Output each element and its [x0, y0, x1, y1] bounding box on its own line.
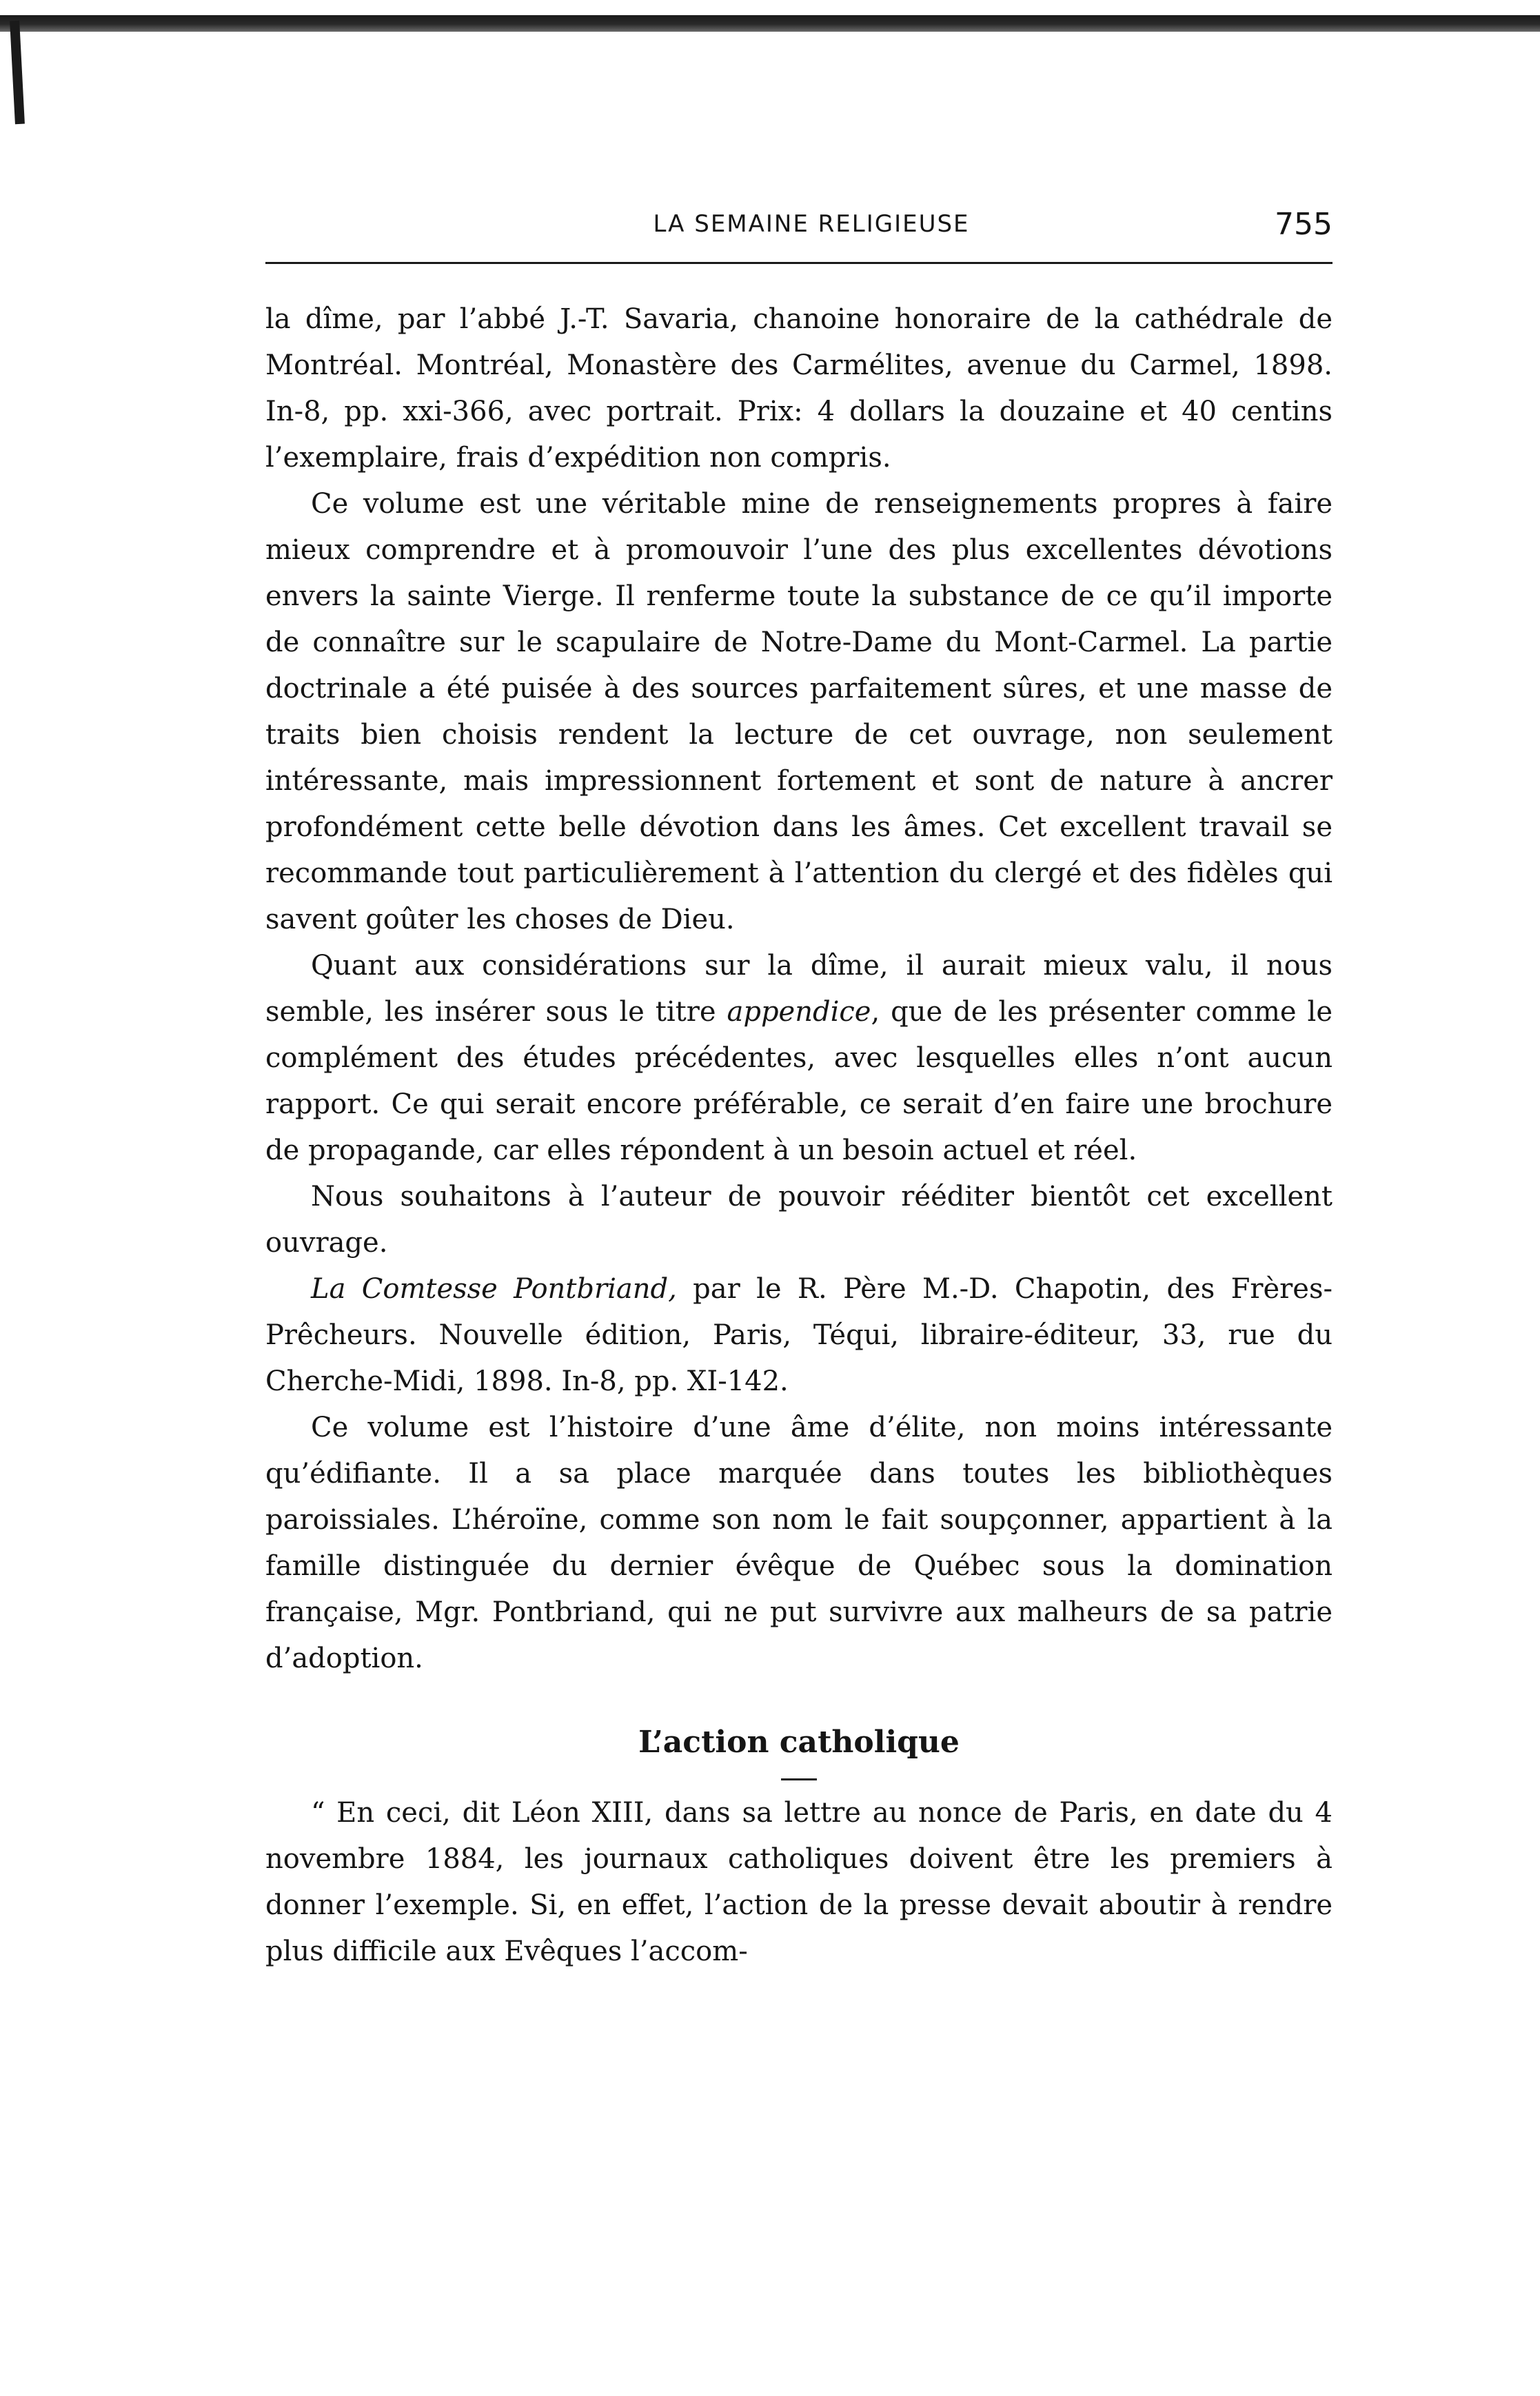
page-number: 755: [1275, 207, 1333, 242]
paragraph-continuation: la dîme, par l’abbé J.-T. Savaria, chanoine honoraire de la cathédrale de Montréal. Montréal, Monastère des Carmélites, avenue du Carmel, 1898. In-8, pp. xxi-366, avec portrait. Prix: 4 dollars la douzaine et 40 centins l’exemplaire, frais d’expédition non compris.: [265, 303, 1333, 474]
section-heading: L’action catholique: [638, 1725, 960, 1760]
running-title: LA SEMAINE RELIGIEUSE: [653, 210, 970, 238]
running-header: [265, 207, 1333, 255]
scan-edge-rule: [0, 15, 1540, 32]
section-rule: [781, 1778, 817, 1780]
paragraph-review: Ce volume est une véritable mine de renseignements propres à faire mieux comprendre et à promouvoir l’une des plus excellentes dévotions envers la sainte Vierge. Il renferme toute la substance de ce qu’il importe de connaître sur le scapulaire de Notre-Dame du Mont-Carmel. La partie doctrinale a été puisée à des sources parfaitement sûres, et une masse de traits bien choisis rendent la lecture de cet ouvrage, non seulement intéressante, mais impressionnent fortement et sont de nature à ancrer profondément cette belle dévotion dans les âmes. Cet excellent travail se recommande tout particulièrement à l’attention du clergé et des fidèles qui savent goûter les choses de Dieu.: [265, 488, 1333, 935]
scan-edge-mark: [10, 21, 25, 125]
paragraph-book-entry: La Comtesse Pontbriand, par le R. Père M.-D. Chapotin, des Frères-Prêcheurs. Nouvelle édition, Paris, Téqui, libraire-éditeur, 33, rue du Cherche-Midi, 1898. In-8, pp. XI-142.: [265, 1273, 1333, 1397]
paragraph-critique: Quant aux considérations sur la dîme, il aurait mieux valu, il nous semble, les insérer sous le titre appendice, que de les présenter comme le complément des études précédentes, avec lesquelles elles n’ont aucun rapport. Ce qui serait encore préférable, ce serait d’en faire une brochure de propagande, car elles répondent à un besoin actuel et réel.: [265, 950, 1333, 1166]
paragraph-wish: Nous souhaitons à l’auteur de pouvoir rééditer bientôt cet excellent ouvrage.: [265, 1181, 1333, 1259]
paragraph-book-review: Ce volume est l’histoire d’une âme d’élite, non moins intéressante qu’édifiante. Il a sa place marquée dans toutes les bibliothèques paroissiales. L’héroïne, comme son nom le fait soupçonner, appartient à la famille distinguée du dernier évêque de Québec sous la domination française, Mgr. Pontbriand, qui ne put survivre aux malheurs de sa patrie d’adoption.: [265, 1412, 1333, 1674]
section-paragraph: “ En ceci, dit Léon XIII, dans sa lettre au nonce de Paris, en date du 4 novembre 1884, les journaux catholiques doivent être les premiers à donner l’exemple. Si, en effet, l’action de la presse devait aboutir à rendre plus difficile aux Evêques l’accom-: [265, 1797, 1333, 1967]
header-rule: [265, 262, 1333, 264]
article-body: [265, 296, 1333, 1975]
